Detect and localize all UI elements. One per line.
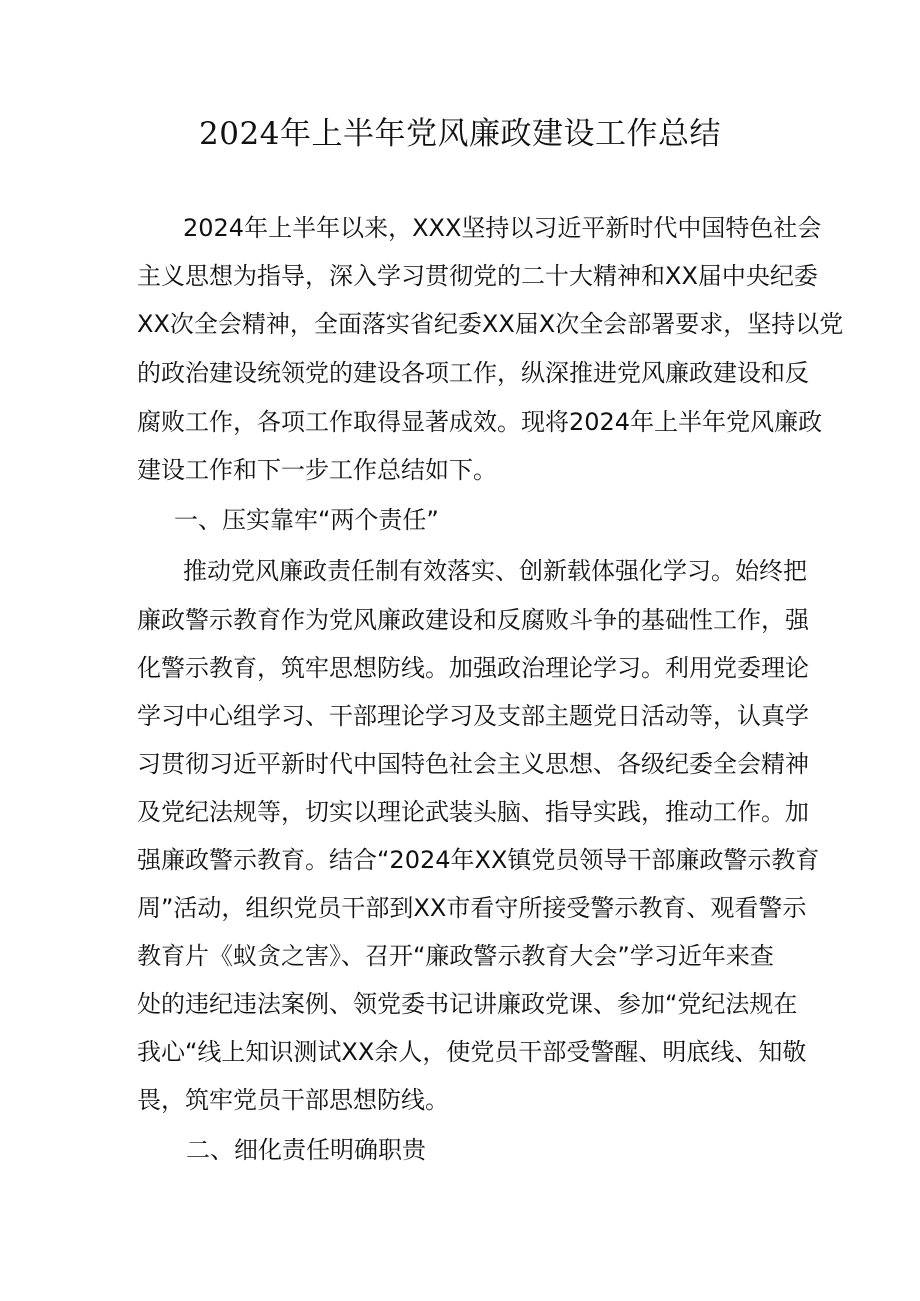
section1-line: 周”活动，组织党员干部到XX市看守所接受警示教育、观看警示	[137, 894, 807, 922]
intro-line: 建设工作和下一步工作总结如下。	[137, 456, 497, 484]
intro-line: XX次全会精神，全面落实省纪委XX届X次全会部署要求，坚持以党	[137, 310, 844, 338]
section1-line: 处的违纪违法案例、领党委书记讲廉政党课、参加“党纪法规在	[137, 990, 798, 1018]
document-title: 2024年上半年党风廉政建设工作总结	[199, 116, 721, 152]
intro-line: 2024年上半年以来，XXX坚持以习近平新时代中国特色社会	[183, 214, 822, 242]
intro-line: 腐败工作，各项工作取得显著成效。现将2024年上半年党风廉政	[137, 408, 823, 436]
section-heading-1: 一、压实靠牢“两个责任”	[174, 506, 439, 534]
section1-line: 化警示教育，筑牢思想防线。加强政治理论学习。利用党委理论	[137, 654, 809, 682]
section-heading-2: 二、细化责任明确职贵	[186, 1136, 426, 1164]
section1-line: 强廉政警示教育。结合“2024年XX镇党员领导干部廉政警示教育	[137, 846, 820, 874]
section1-line: 教育片《蚁贪之害》、召开“廉政警示教育大会”学习近年来查	[137, 942, 774, 970]
intro-line: 主义思想为指导，深入学习贯彻党的二十大精神和XX届中央纪委	[137, 262, 818, 290]
section1-line: 习贯彻习近平新时代中国特色社会主义思想、各级纪委全会精神	[137, 750, 809, 778]
section1-line: 我心“线上知识测试XX余人，使党员干部受警醒、明底线、知敬	[137, 1038, 807, 1066]
section1-line: 廉政警示教育作为党风廉政建设和反腐败斗争的基础性工作，强	[137, 606, 809, 634]
intro-line: 的政治建设统领党的建设各项工作，纵深推进党风廉政建设和反	[137, 359, 809, 387]
section1-line: 推动党风廉政责任制有效落实、创新载体强化学习。始终把	[183, 557, 807, 585]
section1-line: 畏，筑牢党员干部思想防线。	[137, 1086, 449, 1114]
section1-line: 及党纪法规等，切实以理论武装头脑、指导实践，推动工作。加	[137, 798, 809, 826]
section1-line: 学习中心组学习、干部理论学习及支部主题党日活动等，认真学	[137, 702, 809, 730]
